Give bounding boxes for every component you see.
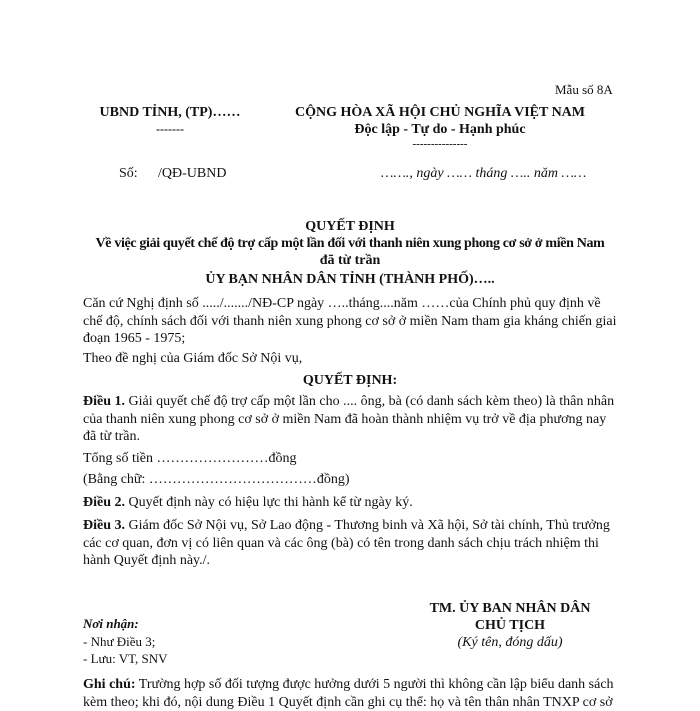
amount-in-words-line: (Bằng chữ: ………………………………đồng)	[83, 472, 350, 487]
footnote-text: Trường hợp số đối tượng được hưởng dưới 5 người thì không cần lập biểu danh sách kèm theo; khi đó, nội dung Điều 1 Quyết định cần ghi cụ thể: họ và tên thân nhân TNXP cơ sở	[83, 677, 614, 710]
form-number: Mẫu số 8A	[555, 82, 613, 97]
issuing-committee: ỦY BẠN NHÂN DÂN TỈNH (THÀNH PHỐ)…..	[205, 272, 495, 287]
document-number-code: /QĐ-UBND	[158, 166, 227, 181]
total-amount-line: Tổng số tiền ……………………đồng	[83, 451, 297, 466]
decision-title: QUYẾT ĐỊNH	[305, 219, 395, 234]
legal-basis-paragraph: Căn cứ Nghị định số ...../......./NĐ-CP ngày …..tháng....năm ……của Chính phủ quy định về chế độ, chính sách đối với thanh niên xung phong cơ sở ở miền Nam tham gia kháng chiến giai đoạn 1965 - 1975;	[83, 296, 617, 346]
article-2	[83, 494, 619, 512]
article-2-label: Điều 2.	[83, 495, 125, 510]
national-title: CỘNG HÒA XÃ HỘI CHỦ NGHĨA VIỆT NAM	[294, 105, 585, 120]
decision-subject-line2: đã từ trần	[319, 253, 381, 268]
signature-title: CHỦ TỊCH	[474, 618, 546, 633]
article-1-text: Giải quyết chế độ trợ cấp một lần cho .... ông, bà (có danh sách kèm theo) là thân nhân của thanh niên xung phong cơ sở ở miền Nam đã hoàn thành nhiệm vụ trở về địa phương nay đã từ trần.	[83, 394, 615, 444]
footnote-label: Ghi chú:	[83, 677, 136, 692]
decision-subject-line1: Về việc giải quyết chế độ trợ cấp một lần đối với thanh niên xung phong cơ sở ở miền Nam	[95, 236, 605, 251]
article-3-label: Điều 3.	[83, 518, 125, 533]
signature-note: (Ký tên, đóng dấu)	[457, 635, 563, 650]
recipients-title: Nơi nhận:	[83, 616, 139, 631]
issuing-authority: UBND TỈNH, (TP)……	[99, 105, 241, 120]
authority-underline: -------	[156, 122, 184, 136]
article-3	[83, 517, 619, 570]
article-1	[83, 393, 619, 446]
decides-heading: QUYẾT ĐỊNH:	[302, 373, 398, 388]
recipient-item: - Lưu: VT, SNV	[83, 651, 168, 666]
article-3-text: Giám đốc Sở Nội vụ, Sở Lao động - Thương binh và Xã hội, Sở tài chính, Thủ trưởng các cơ quan, đơn vị có liên quan và các ông (bà) có tên trong danh sách chịu trách nhiệm thi hành Quyết định này./.	[83, 518, 610, 568]
signature-org: TM. ỦY BAN NHÂN DÂN	[429, 601, 591, 616]
date-line: ……., ngày …… tháng ….. năm ……	[381, 166, 587, 181]
recipient-item: - Như Điều 3;	[83, 634, 156, 649]
article-1-label: Điều 1.	[83, 394, 125, 409]
footnote	[83, 676, 619, 711]
national-motto: Độc lập - Tự do - Hạnh phúc	[354, 122, 526, 137]
document-number-label: Số:	[119, 166, 138, 181]
motto-underline: ---------------	[412, 138, 468, 150]
article-2-text: Quyết định này có hiệu lực thi hành kể từ ngày ký.	[125, 495, 413, 510]
proposal-paragraph: Theo đề nghị của Giám đốc Sở Nội vụ,	[83, 351, 303, 366]
